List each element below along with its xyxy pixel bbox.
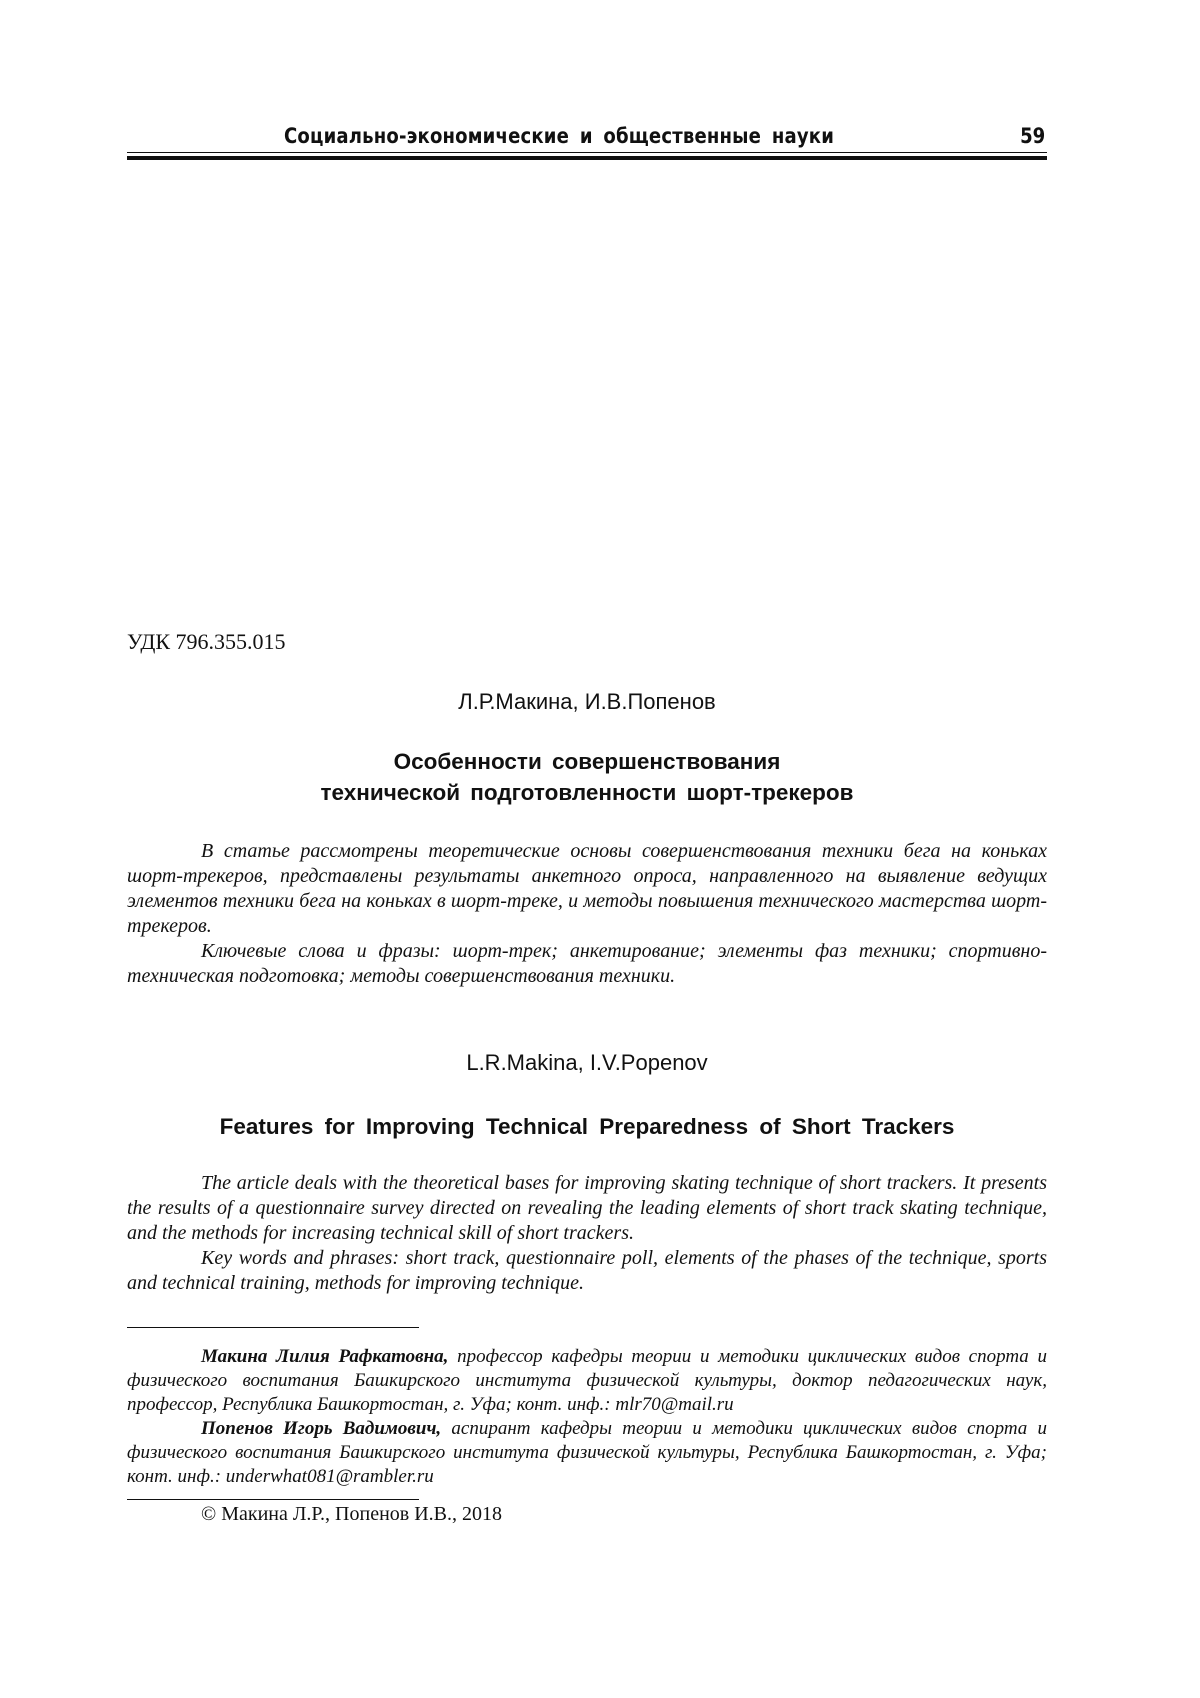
udk-code: УДК 796.355.015 xyxy=(127,629,286,654)
footnote-author-2-name: Попенов Игорь Вадимович, xyxy=(201,1418,442,1439)
author-footnotes xyxy=(127,1345,1047,1489)
running-header xyxy=(127,118,1047,162)
footnote-author-1-text: профессор кафедры теории и методики циклических видов спорта и физического воспитания Башкирского института физической культуры, доктор педагогических наук, профессор, Республика Башкортостан, г. Уфа; конт. инф.: mlr70@mail.ru xyxy=(127,1346,1047,1415)
footnote-author-1-name: Макина Лилия Рафкатовна, xyxy=(201,1346,449,1367)
keywords-russian: Ключевые слова и фразы: шорт-трек; анкетирование; элементы фаз техники; спортивно-техническая подготовка; методы совершенствования техники. xyxy=(127,940,1047,987)
title-russian-line-1: Особенности совершенствования xyxy=(393,749,781,774)
footnote-author-2-text: аспирант кафедры теории и методики циклических видов спорта и физического воспитания Башкирского института физической культуры, Республика Башкортостан, г. Уфа; конт. инф.: underwhat081@rambler.ru xyxy=(127,1418,1047,1487)
authors-english: L.R.Makina, I.V.Popenov xyxy=(466,1050,708,1075)
footnote-author-2 xyxy=(127,1417,1047,1489)
page-number: 59 xyxy=(1019,124,1045,148)
footnote-author-1 xyxy=(127,1345,1047,1417)
footnote-separator xyxy=(127,1327,419,1328)
abstract-russian xyxy=(127,839,1047,989)
title-russian-line-2: технической подготовленности шорт-трекеров xyxy=(320,780,854,805)
article-title-english: Features for Improving Technical Preparedness of Short Trackers xyxy=(219,1114,955,1139)
header-rule-thin xyxy=(127,152,1047,153)
copyright-notice: © Макина Л.Р., Попенов И.В., 2018 xyxy=(201,1503,502,1525)
header-rule-thick xyxy=(127,156,1047,160)
copyright-separator xyxy=(127,1499,419,1500)
abstract-english-text: The article deals with the theoretical bases for improving skating technique of short trackers. It presents the results of a questionnaire survey directed on revealing the leading elements of short track skating technique, and the methods for increasing technical skill of short trackers. xyxy=(127,1172,1047,1244)
authors-russian: Л.Р.Макина, И.В.Попенов xyxy=(458,689,716,714)
abstract-english xyxy=(127,1171,1047,1296)
keywords-english: Key words and phrases: short track, questionnaire poll, elements of the phases of the technique, sports and technical training, methods for improving technique. xyxy=(127,1247,1047,1294)
running-title: Социально-экономические и общественные науки xyxy=(284,124,835,148)
abstract-russian-text: В статье рассмотрены теоретические основы совершенствования техники бега на коньках шорт-трекеров, представлены результаты анкетного опроса, направленного на выявление ведущих элементов техники бега на коньках в шорт-треке, и методы повышения технического мастерства шорт-трекеров. xyxy=(127,840,1047,937)
article-title-russian xyxy=(127,746,1047,808)
